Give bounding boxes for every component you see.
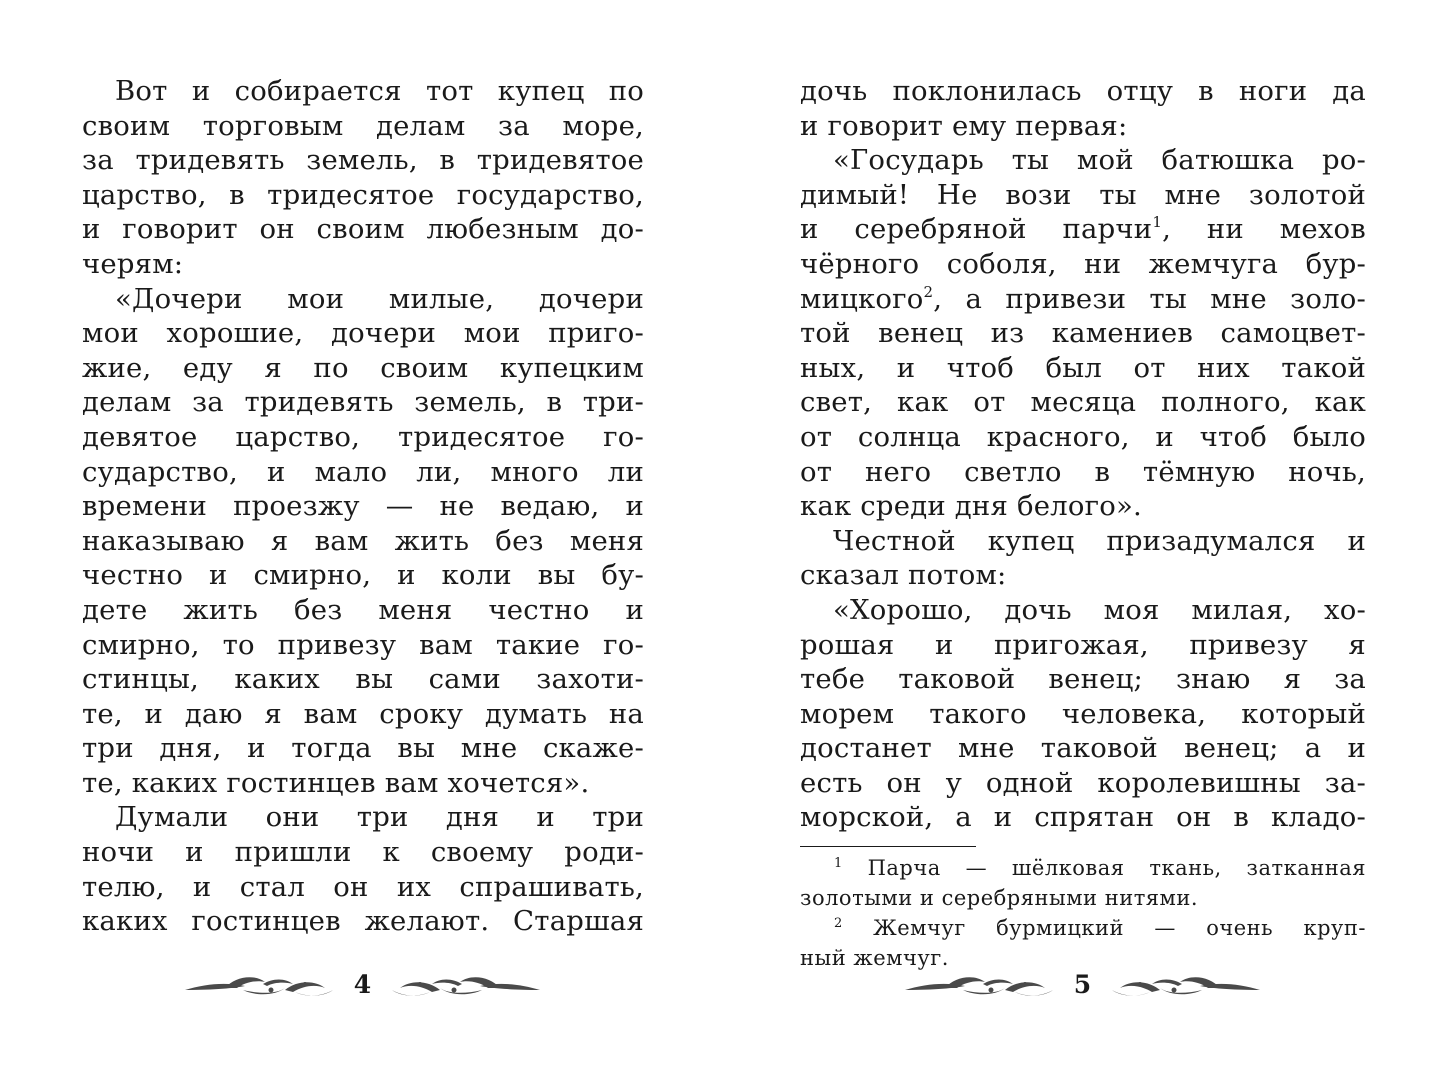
text-line [800,800,1366,835]
text-line [800,143,1366,178]
line-text: за тридевять земель, в тридевятое [82,144,644,177]
line-text: делам за тридевять земель, в три- [82,386,644,419]
line-text: сударство, и мало ли, много ли [82,455,644,488]
right-page [722,0,1445,1083]
line-text: рошая и пригожая, привезу я [800,628,1366,661]
text-line [82,524,644,559]
page-number: 4 [353,970,372,999]
text-line [82,212,644,247]
line-text: ный жемчуг. [800,946,949,970]
right-page-footer [905,968,1260,1008]
text-line [800,455,1366,490]
footnote-reference: 2 [923,282,934,301]
line-text: той венец из камениев самоцвет- [800,317,1366,350]
text-line [82,385,644,420]
text-line [82,282,644,317]
text-line [82,247,644,282]
text-line [800,628,1366,663]
line-text: телю, и стал он их спрашивать, [82,870,644,903]
text-line [82,74,644,109]
line-text: жие, еду я по своим купецким [82,351,644,384]
line-text: черям: [82,247,184,280]
left-page-footer [185,968,540,1008]
text-line [82,731,644,766]
line-text: морем такого человека, который [800,697,1366,730]
text-line [82,697,644,732]
text-line [82,628,644,663]
page-number: 5 [1073,970,1092,999]
line-text: своим торговым делам за море, [82,109,644,142]
line-text: «Хорошо, дочь моя милая, хо- [833,593,1366,626]
line-text: есть он у одной королевишны за- [800,766,1366,799]
text-line [82,420,644,455]
text-line [800,74,1366,109]
line-text: тебе таковой венец; знаю я за [800,663,1366,696]
footnote-line [800,883,1366,913]
text-line [800,351,1366,386]
line-text: чёрного соболя, ни жемчуга бур- [800,247,1366,280]
footnote-marker: 1 [834,856,843,871]
line-text: девятое царство, тридесятое го- [82,420,644,453]
footnote-line [800,913,1366,943]
line-text: Честной купец призадумался и [833,524,1366,557]
footnote-line [800,853,1366,883]
text-line [82,662,644,697]
line-text: дочь поклонилась отцу в ноги да [800,75,1366,107]
footnotes [800,853,1366,973]
line-text: те, каких гостинцев вам хочется». [82,766,590,799]
line-text: и серебряной парчи [800,213,1153,246]
left-page [0,0,722,1083]
text-line [82,904,644,939]
line-text: «Государь ты мой батюшка ро- [833,144,1366,177]
text-line [800,489,1366,524]
flourish-right-icon [1110,974,1260,1000]
line-text: мои хорошие, дочери мои приго- [82,317,644,350]
line-text: Вот и собирается тот купец по [115,75,644,107]
footnote-marker: 2 [834,916,843,931]
text-line [800,109,1366,144]
line-text: Парча — шёлковая ткань, затканная [842,856,1366,880]
text-line [82,455,644,490]
line-text: золотыми и серебряными нитями. [800,886,1199,910]
line-text: от солнца красного, и чтоб было [800,420,1366,453]
line-text: смирно, то привезу вам такие го- [82,628,644,661]
text-line [800,766,1366,801]
text-line [82,316,644,351]
line-text: царство, в тридесятое государство, [82,178,644,211]
text-line [800,247,1366,282]
line-text: дете жить без меня честно и [82,593,644,626]
line-text: стинцы, каких вы сами захоти- [82,663,644,696]
line-text: наказываю я вам жить без меня [82,524,644,557]
line-text: димый! Не вози ты мне золотой [800,178,1366,211]
text-line [800,593,1366,628]
line-text-continued: , а привези ты мне золо- [933,282,1366,315]
text-line [82,109,644,144]
flourish-right-icon [390,974,540,1000]
line-text-continued: , ни мехов [1162,213,1366,246]
text-line [800,524,1366,559]
text-line [800,697,1366,732]
text-line [82,558,644,593]
text-line [800,178,1366,213]
text-line [82,870,644,905]
text-line [800,282,1366,317]
line-text: морской, а и спрятан он в кладо- [800,801,1366,834]
text-line [800,662,1366,697]
text-line [800,385,1366,420]
line-text: сказал потом: [800,559,1007,592]
text-line [800,316,1366,351]
line-text: как среди дня белого». [800,490,1142,523]
footnote-reference: 1 [1152,213,1163,232]
line-text: Думали они три дня и три [115,801,644,834]
line-text: «Дочери мои милые, дочери [115,282,644,315]
text-line [82,593,644,628]
text-line [82,178,644,213]
line-text: времени проезжу — не ведаю, и [82,490,644,523]
text-line [82,351,644,386]
text-line [800,212,1366,247]
text-line [82,835,644,870]
text-line [82,143,644,178]
line-text: каких гостинцев желают. Старшая [82,905,644,938]
line-text: ных, и чтоб был от них такой [800,351,1366,384]
right-page-text [800,74,1366,835]
line-text: свет, как от месяца полного, как [800,386,1366,419]
line-text: мицкого [800,282,924,315]
text-line [82,489,644,524]
line-text: ночи и пришли к своему роди- [82,836,644,869]
line-text: три дня, и тогда вы мне скаже- [82,732,644,765]
left-page-text [82,74,644,939]
line-text: от него светло в тёмную ночь, [800,455,1366,488]
text-line [82,800,644,835]
line-text: те, и даю я вам сроку думать на [82,697,644,730]
line-text: Жемчуг бурмицкий — очень круп- [842,916,1366,940]
line-text: честно и смирно, и коли вы бу- [82,559,644,592]
line-text: достанет мне таковой венец; а и [800,732,1366,765]
line-text: и говорит ему первая: [800,109,1128,142]
line-text: и говорит он своим любезным до- [82,213,644,246]
text-line [800,558,1366,593]
footnote-divider [800,846,976,847]
text-line [800,731,1366,766]
text-line [800,420,1366,455]
text-line [82,766,644,801]
